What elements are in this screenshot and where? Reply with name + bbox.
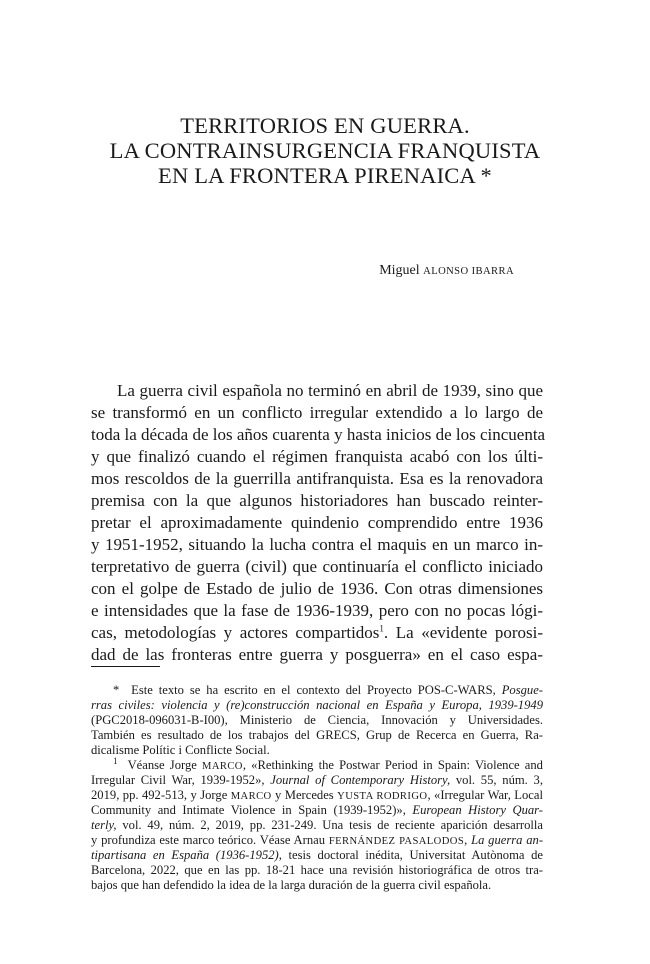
footnote-divider — [91, 666, 160, 667]
body-line — [91, 622, 543, 644]
body-line: toda la década de los años cuarenta y hasta inicios de los cincuenta — [91, 425, 546, 444]
footnote-text: , — [464, 833, 468, 847]
footnote-line — [113, 683, 543, 698]
chapter-title — [60, 113, 590, 188]
body-line: y 1951-1952, situando la lucha contra el maquis en un marco in- — [91, 535, 543, 554]
footnote-1-mark: 1 — [113, 755, 118, 766]
footnote-text: Irregular Civil War, 1939-1952», — [91, 773, 265, 787]
body-line-text: cas, metodologías y actores compartidos — [91, 623, 380, 642]
footnote-ref-1[interactable]: 1 — [379, 623, 384, 634]
footnote-italic: tipartisana en España (1936-1952), — [91, 848, 282, 862]
footnote-text: vol. 49, núm. 2, 2019, pp. 231-249. Una tesis de reciente aparición desarrolla — [122, 818, 543, 832]
footnote-text: vol. 55, núm. 3, — [455, 773, 543, 787]
footnote-text: Community and Intimate Violence in Spain (1939-1952)», — [91, 803, 406, 817]
title-line-1: TERRITORIOS EN GUERRA. — [180, 113, 470, 138]
author-name — [379, 263, 514, 279]
body-line: pretar el aproximadamente quindenio comprendido entre 1936 — [91, 513, 543, 532]
footnote-italic: La guerra an- — [471, 833, 544, 847]
footnote-italic: European History Quar- — [412, 803, 543, 817]
body-line: dad de las fronteras entre guerra y posguerra» en el caso espa- — [91, 645, 543, 664]
footnote-text: tesis doctoral inédita, Universitat Autònoma de — [288, 848, 543, 862]
footnote-line — [91, 773, 543, 788]
body-line: se transformó en un conflicto irregular extendido a lo largo de — [91, 403, 543, 422]
body-line-text: . La «evidente porosi- — [383, 623, 543, 642]
author-surname: ALONSO IBARRA — [423, 266, 514, 277]
body-line: terpretativo de guerra (civil) que continuaría el conflicto iniciado — [91, 557, 543, 576]
footnote-line — [91, 833, 543, 849]
footnote-line: dicalisme Polític i Conflicte Social. — [91, 743, 270, 757]
footnote-author: MARCO — [230, 791, 272, 802]
footnote-line: bajos que han defendido la idea de la larga duración de la guerra civil española. — [91, 878, 492, 892]
footnote-line — [91, 848, 543, 863]
footnote-star-mark: * — [113, 683, 120, 697]
footnote-text: 2019, pp. 492-513, y Jorge — [91, 788, 228, 802]
title-line-2: LA CONTRAINSURGENCIA FRANQUISTA — [109, 138, 541, 163]
footnote-line — [91, 698, 543, 713]
body-line: y que finalizó cuando el régimen franquista acabó con los últi- — [91, 447, 543, 466]
footnote-text: Véanse Jorge — [127, 758, 197, 772]
footnote-line: (PGC2018-096031-B-I00), Ministerio de Ciencia, Innovación y Universidades. — [91, 713, 543, 727]
body-line: La guerra civil española no terminó en abril de 1939, sino que — [117, 381, 543, 400]
body-line: premisa con la que algunos historiadores han buscado reinter- — [91, 491, 543, 510]
title-line-3: EN LA FRONTERA PIRENAICA * — [158, 163, 492, 188]
footnote-text: y profundiza este marco teórico. Véase Arnau — [91, 833, 326, 847]
footnote-line: Barcelona, 2022, que en las pp. 18-21 hace una revisión historiográfica de otros tra- — [91, 863, 543, 877]
body-line: e intensidades que la fase de 1936-1939, pero con no pocas lógi- — [91, 601, 543, 620]
footnote-line — [91, 818, 543, 833]
footnote-italic: Journal of Contemporary History, — [270, 773, 451, 787]
footnote-italic: terly, — [91, 818, 117, 832]
body-line: con el golpe de Estado de julio de 1936. Con otras dimensiones — [91, 579, 543, 598]
footnote-text: , «Irregular War, Local — [427, 788, 543, 802]
body-line: mos rescoldos de la guerrilla antifranquista. Esa es la renovadora — [91, 469, 543, 488]
author-given-name: Miguel — [379, 263, 420, 278]
footnote-author: MARCO — [202, 761, 243, 772]
footnote-line: También es resultado de los trabajos del GRECS, Grup de Recerca en Guerra, Ra- — [91, 728, 543, 742]
footnote-author: YUSTA RODRIGO — [337, 791, 428, 802]
footnote-italic: rras civiles: violencia y (re)construcción nacional en España y Europa, 1939-1949 — [91, 698, 543, 712]
footnote-text: y Mercedes — [275, 788, 334, 802]
footnote-text: Este texto se ha escrito en el contexto del Proyecto POS-C-WARS, — [131, 683, 496, 697]
footnote-text: , «Rethinking the Postwar Period in Spain: Violence and — [242, 758, 543, 772]
footnote-line — [91, 803, 543, 818]
footnote-author: FERNÁNDEZ PASALODOS — [328, 836, 465, 847]
footnote-line — [91, 788, 543, 804]
footnote-line — [113, 755, 543, 774]
footnote-italic: Posgue- — [501, 683, 543, 697]
